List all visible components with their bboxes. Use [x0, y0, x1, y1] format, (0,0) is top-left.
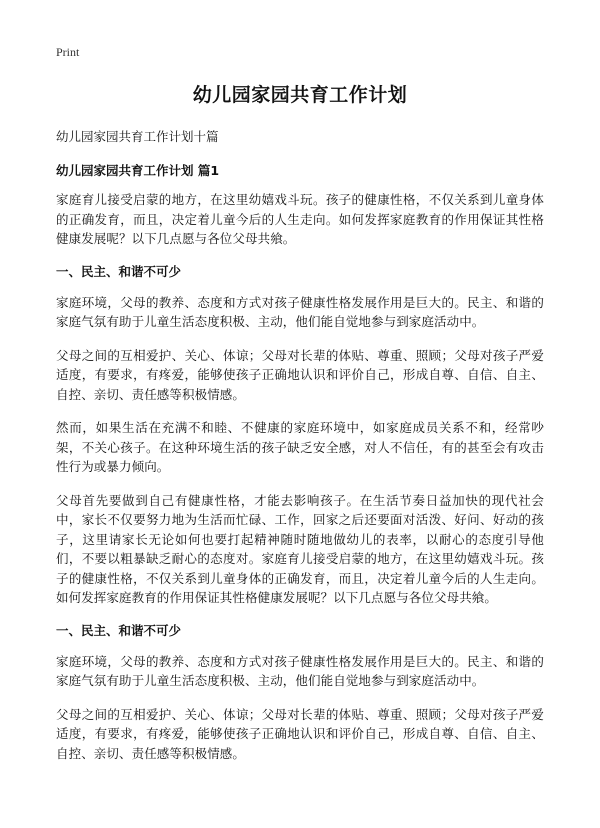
- heading-democracy: 一、民主、和谐不可少: [56, 263, 182, 279]
- paragraph-unhealthy-environment: 然而，如果生活在充满不和睦、不健康的家庭环境中，如家庭成员关系不和，经常吵架，不关心孩子。在这种环境生活的孩子缺乏安全感，对人不信任，有的甚至会有攻击性行为或暴力倾向。: [56, 420, 544, 474]
- heading-democracy-repeat: 一、民主、和谐不可少: [56, 622, 182, 638]
- paragraph-family-environment-repeat: 家庭环境，父母的教养、态度和方式对孩子健康性格发展作用是巨大的。民主、和谐的家庭气氛有助于儿童生活态度积极、主动，他们能自觉地参与到家庭活动中。: [56, 653, 544, 688]
- document-subtitle: 幼儿园家园共育工作计划十篇: [56, 129, 219, 144]
- paragraph-parents-care-repeat: 父母之间的互相爱护、关心、体谅；父母对长辈的体贴、尊重、照顾；父母对孩子严爱适度，有要求，有疼爱，能够使孩子正确地认识和评价自己，形成自尊、自信、自主、自控、亲切、责任感等积极情感。: [56, 706, 544, 761]
- paragraph-family-environment: 家庭环境，父母的教养、态度和方式对孩子健康性格发展作用是巨大的。民主、和谐的家庭气氛有助于儿童生活态度积极、主动，他们能自觉地参与到家庭活动中。: [56, 294, 544, 329]
- document-title: 幼儿园家园共育工作计划: [192, 84, 408, 106]
- paragraph-intro: 家庭育儿接受启蒙的地方，在这里幼嬉戏斗玩。孩子的健康性格，不仅关系到儿童身体的正确发育，而且，决定着儿童今后的人生走向。如何发挥家庭教育的作用保证其性格健康发展呢？以下几点愿与各位父母共飨。: [56, 192, 544, 246]
- paragraph-parents-example: 父母首先要做到自己有健康性格，才能去影响孩子。在生活节奏日益加快的现代社会中，家长不仅要努力地为生活而忙碌、工作，回家之后还要面对活泼、好问、好动的孩子，这里请家长无论如何也要打起精神随时随地做幼儿的表率，以耐心的态度引导他们，不要以粗暴缺乏耐心的态度对。家庭育儿接受启蒙的地方，在这里幼嬉戏斗玩。孩子的健康性格，不仅关系到儿童身体的正确发育，而且，决定着儿童今后的人生走向。如何发挥家庭教育的作用保证其性格健康发展呢？以下几点愿与各位父母共飨。: [56, 492, 544, 605]
- print-label: Print: [56, 45, 80, 59]
- paragraph-parents-care: 父母之间的互相爱护、关心、体谅；父母对长辈的体贴、尊重、照顾；父母对孩子严爱适度，有要求，有疼爱，能够使孩子正确地认识和评价自己，形成自尊、自信、自主、自控、亲切、责任感等积极情感。: [56, 347, 544, 402]
- section-title: 幼儿园家园共育工作计划 篇1: [56, 163, 220, 178]
